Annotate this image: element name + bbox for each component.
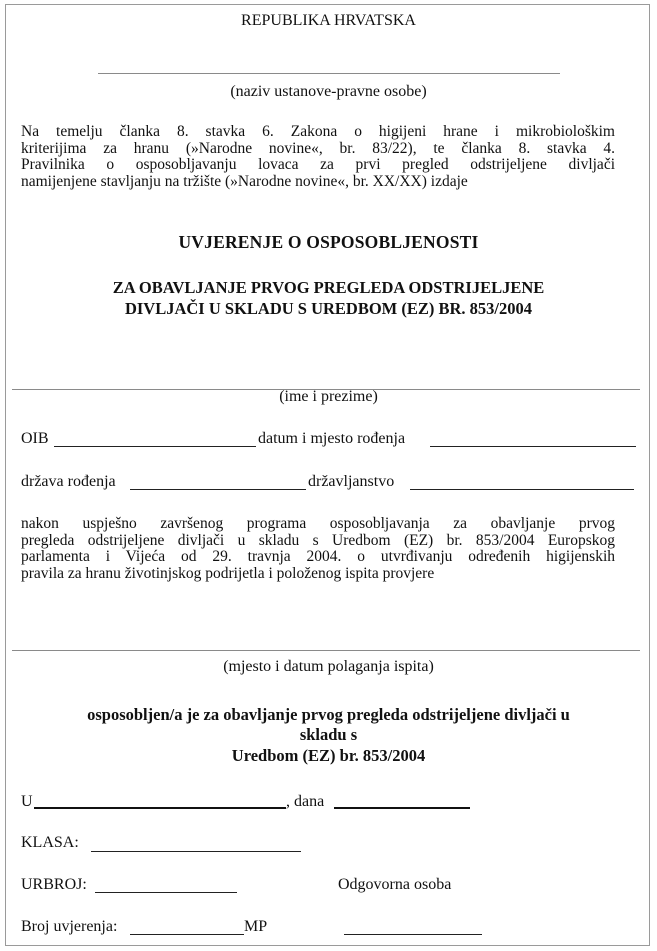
certificate-number-field[interactable] [130, 934, 244, 935]
certificate-number-label: Broj uvjerenja: [21, 918, 118, 935]
urbroj-field[interactable] [95, 892, 237, 893]
responsible-person-label: Odgovorna osoba [338, 876, 452, 893]
institution-name-line[interactable] [98, 73, 560, 74]
oib-label: OIB [21, 430, 49, 447]
exam-place-date-line[interactable] [12, 650, 640, 651]
program-line: nakon uspješno završenog programa osposobljavanja za obavljanje prvog [21, 515, 615, 532]
country-of-birth-field[interactable] [130, 489, 306, 490]
klasa-label: KLASA: [21, 834, 79, 851]
intro-paragraph [21, 124, 615, 190]
place-label: U [21, 793, 33, 810]
birth-date-place-field[interactable] [430, 446, 636, 447]
oib-field[interactable] [54, 446, 256, 447]
certificate-subtitle-line1: ZA OBAVLJANJE PRVOG PREGLEDA ODSTRIJELJENE [112, 278, 545, 297]
place-field[interactable] [34, 807, 286, 809]
citizenship-label: državljanstvo [308, 473, 395, 490]
program-line: pravila za hranu životinjskog podrijetla i položenog ispita provjere [21, 564, 435, 582]
country-of-birth-label: država rođenja [21, 473, 116, 490]
intro-line: namijenjene stavljanju na tržište (»Narodne novine«, br. XX/XX) izdaje [21, 172, 468, 190]
birth-date-place-label: datum i mjesto rođenja [258, 430, 406, 447]
urbroj-label: URBROJ: [21, 876, 87, 893]
certificate-subtitle-line2: DIVLJAČI U SKLADU S UREDBOM (EZ) BR. 853/2004 [124, 299, 533, 318]
certificate-title: UVJERENJE O OSPOSOBLJENOSTI [178, 232, 479, 252]
intro-line: Na temelju članka 8. stavka 6. Zakona o higijeni hrane i mikrobiološkim [21, 123, 615, 140]
intro-line: Pravilnika o osposobljavanju lovaca za prvi pregled odstrijeljene divljači [21, 156, 615, 173]
stamp-label: MP [244, 918, 268, 935]
qualified-statement-line1: osposobljen/a je za obavljanje prvog pregleda odstrijeljene divljači u [87, 705, 570, 724]
program-paragraph [21, 516, 615, 582]
country-heading: REPUBLIKA HRVATSKA [241, 12, 416, 29]
full-name-caption: (ime i prezime) [279, 388, 378, 405]
date-label: , dana [286, 793, 325, 810]
qualified-statement-line3: Uredbom (EZ) br. 853/2004 [231, 746, 426, 765]
exam-place-date-caption: (mjesto i datum polaganja ispita) [223, 658, 434, 675]
qualified-statement-line2: skladu s [299, 725, 358, 744]
signature-field[interactable] [344, 934, 482, 935]
citizenship-field[interactable] [410, 489, 634, 490]
klasa-field[interactable] [91, 851, 301, 852]
intro-line: kriterijima za hranu (»Narodne novine«, br. 83/22), te članka 8. stavka 4. [21, 139, 615, 157]
program-line: parlamenta i Vijeća od 29. travnja 2004. o utvrđivanju određenih higijenskih [21, 548, 615, 565]
institution-caption: (naziv ustanove-pravne osobe) [230, 83, 427, 100]
date-field[interactable] [334, 807, 470, 809]
program-line: pregleda odstrijeljene divljači u skladu s Uredbom (EZ) br. 853/2004 Europskog [21, 531, 615, 549]
